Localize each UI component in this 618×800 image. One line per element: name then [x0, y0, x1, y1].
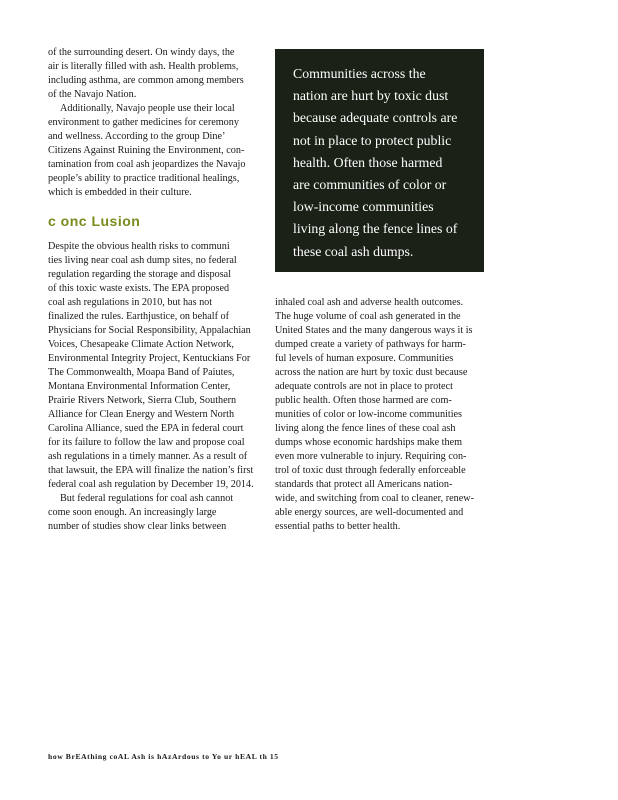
text-line: of this toxic waste exists. The EPA proposed [48, 283, 230, 294]
text-line: public health. Often those harmed are com- [275, 395, 452, 406]
page-footer: how BrEAthing coAL Ash is hAzArdous to Yo ur hEAL th 15 [48, 752, 279, 761]
pull-quote-box [275, 49, 484, 272]
text-line: Environmental Integrity Project, Kentuckians For [48, 353, 251, 364]
text-line: standards that protect all Americans nation- [275, 479, 453, 490]
pull-quote-line: low-income communities [293, 199, 434, 215]
text-line: ful levels of human exposure. Communities [275, 353, 454, 364]
left-column-bottom [48, 240, 274, 534]
text-line: able energy sources, are well-documented and [275, 507, 464, 518]
text-line: United States and the many dangerous ways it is [275, 325, 473, 336]
pull-quote-line: nation are hurt by toxic dust [293, 88, 449, 104]
text-line: people’s ability to practice traditional healings, [48, 173, 240, 184]
paragraph-no-regulation [48, 240, 274, 492]
text-line: Voices, Chesapeake Climate Action Network, [48, 339, 234, 350]
text-line: including asthma, are common among members [48, 75, 244, 86]
text-line: Additionally, Navajo people use their local [60, 103, 235, 114]
text-line: Citizens Against Ruining the Environment, con- [48, 145, 245, 156]
text-line: of the surrounding desert. On windy days, the [48, 47, 235, 58]
paragraph-studies [48, 492, 274, 534]
text-line: ties living near coal ash dump sites, no federal [48, 255, 237, 266]
pull-quote-line: health. Often those harmed [293, 154, 443, 170]
text-line: Despite the obvious health risks to communi [48, 241, 230, 252]
text-line: and wellness. According to the group Dine’ [48, 131, 226, 142]
pull-quote-line: Communities across the [293, 66, 426, 81]
text-line: adequate controls are not in place to protect [275, 381, 453, 392]
text-line: coal ash regulations in 2010, but has not [48, 297, 213, 308]
text-line: wide, and switching from coal to cleaner, renew- [275, 493, 475, 504]
text-line: for its failure to follow the law and propose coal [48, 437, 245, 448]
right-column [275, 296, 500, 534]
paragraph-navajo-desert [48, 46, 270, 102]
text-line: living along the fence lines of these coal ash [275, 423, 456, 434]
text-line: across the nation are hurt by toxic dust because [275, 367, 468, 378]
text-line: essential paths to better health. [275, 521, 401, 532]
text-line: air is literally filled with ash. Health problems, [48, 61, 239, 72]
text-line: that lawsuit, the EPA will finalize the nation’s first [48, 465, 254, 476]
text-line: But federal regulations for coal ash cannot [60, 493, 234, 504]
paragraph-navajo-medicine [48, 102, 270, 200]
text-line: ash regulations in a timely manner. As a result of [48, 451, 248, 462]
text-line: The huge volume of coal ash generated in the [275, 311, 461, 322]
text-line: Prairie Rivers Network, Sierra Club, Southern [48, 395, 237, 406]
text-line: tamination from coal ash jeopardizes the Navajo [48, 159, 246, 170]
section-heading-conclusion: c onc Lusion [48, 213, 141, 229]
pull-quote-line: living along the fence lines of [293, 221, 458, 237]
text-line: of the Navajo Nation. [48, 89, 137, 100]
text-line: number of studies show clear links between [48, 521, 227, 532]
text-line: even more vulnerable to injury. Requiring con- [275, 451, 467, 462]
text-line: Montana Environmental Information Center, [48, 381, 231, 392]
pull-quote-line: not in place to protect public [293, 132, 452, 148]
text-line: dumped create a variety of pathways for harm- [275, 339, 466, 350]
text-line: Physicians for Social Responsibility, Appalachian [48, 325, 251, 336]
text-line: The Commonwealth, Moapa Band of Paiutes, [48, 367, 235, 378]
pull-quote-line: are communities of color or [293, 177, 447, 193]
text-line: which is embedded in their culture. [48, 187, 192, 198]
pull-quote-line: these coal ash dumps. [293, 243, 414, 259]
text-line: Carolina Alliance, sued the EPA in federal court [48, 423, 244, 434]
text-line: regulation regarding the storage and disposal [48, 269, 232, 280]
text-line: environment to gather medicines for ceremony [48, 117, 239, 128]
text-line: inhaled coal ash and adverse health outcomes. [275, 297, 464, 308]
text-line: dumps whose economic hardships make them [275, 437, 463, 448]
left-column-top [48, 46, 270, 200]
text-line: come soon enough. An increasingly large [48, 507, 217, 518]
text-line: munities of color or low-income communities [275, 409, 463, 420]
text-line: trol of toxic dust through federally enforceable [275, 465, 466, 476]
pull-quote-text [293, 63, 473, 263]
text-line: finalized the rules. Earthjustice, on behalf of [48, 311, 230, 322]
text-line: Alliance for Clean Energy and Western North [48, 409, 235, 420]
text-line: federal coal ash regulation by December 19, 2014. [48, 479, 254, 490]
paragraph-health-outcomes [275, 296, 500, 534]
pull-quote-line: because adequate controls are [293, 110, 458, 126]
